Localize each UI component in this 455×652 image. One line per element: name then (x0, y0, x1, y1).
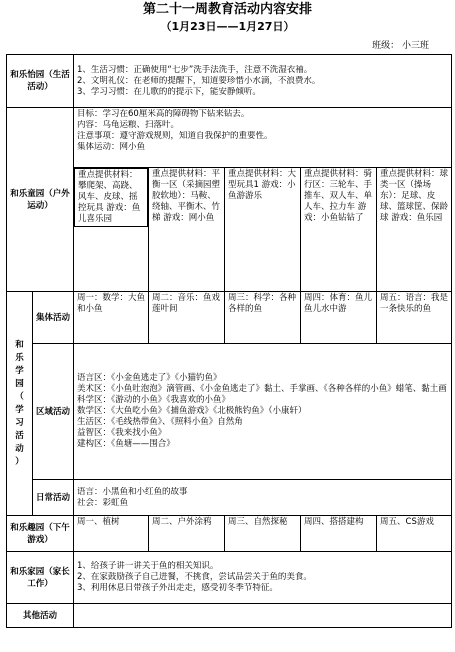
class-name: 小三班 (401, 41, 429, 51)
afternoon-fri: 周五、CS游戏 (377, 516, 452, 552)
outdoor-group-5: 重点提供材料：球类一区（操场东）：足球、皮球、篮球筐、保龄球 游戏：鱼乐园 (377, 168, 452, 292)
afternoon-thu: 周四、搭搭建构 (301, 516, 377, 552)
daily-line: 语言：小黑鱼和小红鱼的故事 (77, 486, 188, 497)
outdoor-label: 和乐童园（户外运动） (7, 108, 74, 292)
daily-label: 日常活动 (33, 480, 74, 516)
area-line: 生活区：《毛线热带鱼》、《照料小鱼》自然角 (77, 417, 243, 427)
areas-row (7, 344, 452, 480)
collective-mon: 周一：数学：大鱼和小鱼 (74, 292, 149, 344)
outdoor-goal-row (7, 108, 452, 168)
outdoor-goal-line: 目标：学习在60厘米高的障碍物下钻来钻去。 (77, 109, 250, 119)
afternoon-wed: 周三、自然探秘 (225, 516, 301, 552)
area-line: 益智区：《我来找小鱼》 (77, 428, 167, 438)
class-label: 班级： (372, 41, 400, 51)
other-label: 其他活动 (7, 604, 74, 628)
family-content (74, 552, 452, 604)
area-line: 科学区：《游动的小鱼》《我喜欢的小鱼》 (77, 395, 231, 405)
class-info (372, 40, 429, 52)
afternoon-mon: 周一、植树 (74, 516, 149, 552)
collective-tue: 周二：音乐：鱼戏莲叶间 (149, 292, 225, 344)
afternoon-row (7, 516, 452, 552)
family-line: 1、给孩子讲一讲关于鱼的相关知识。 (77, 561, 219, 571)
life-row (7, 55, 452, 108)
collective-thu: 周四：体育：鱼儿鱼儿水中游 (301, 292, 377, 344)
daily-content (74, 480, 452, 516)
outdoor-goal-line: 集体运动：网小鱼 (77, 142, 146, 152)
collective-fri: 周五：语言：我是一条快乐的鱼 (377, 292, 452, 344)
collective-label: 集体活动 (33, 292, 74, 344)
learning-label: 和 乐 学 园 （ 学 习 活 动 ） (7, 292, 33, 516)
outdoor-groups-row (7, 168, 452, 292)
family-row (7, 552, 452, 604)
afternoon-label: 和乐趣园（下午游戏） (7, 516, 74, 552)
other-row (7, 604, 452, 628)
areas-label: 区域活动 (33, 344, 74, 480)
life-line: 2、文明礼仪：在老师的提醒下，知道要珍惜小水滴，不浪费水。 (77, 75, 321, 86)
afternoon-tue: 周二、户外涂鸦 (149, 516, 225, 552)
page-title: 第二十一周教育活动内容安排 (142, 2, 312, 17)
family-line: 3、利用休息日带孩子外出走走，感受初冬季节特征。 (77, 583, 278, 593)
life-line: 3、学习习惯：在儿歌的的提示下，能安静倾听。 (77, 86, 261, 97)
life-label: 和乐怡园（生活活动） (7, 55, 74, 108)
daily-line: 社会：彩虹鱼 (77, 497, 129, 508)
family-line: 2、在家鼓励孩子自己进餐，不挑食，尝试品尝关于鱼的美食。 (77, 572, 312, 582)
area-line: 建构区：《鱼塘——围合》 (77, 439, 175, 449)
outdoor-goals (74, 108, 452, 168)
outdoor-goal-line: 注意事项：遵守游戏规则，知道自我保护的重要性。 (77, 131, 273, 141)
area-line: 语言区：《小金鱼逃走了》《小猫钓鱼》 (77, 373, 222, 383)
area-line: 数学区：《大鱼吃小鱼》《捕鱼游戏》《北极熊钓鱼》（小康轩） (77, 406, 307, 416)
areas-content (74, 344, 452, 480)
life-content (74, 55, 452, 108)
schedule-table (6, 54, 452, 628)
outdoor-goal-line: 内容：乌龟运粮、扫落叶。 (77, 120, 180, 130)
collective-row (7, 292, 452, 344)
collective-wed: 周三：科学：各种各样的鱼 (225, 292, 301, 344)
date-range: （1月23日——1月27日） (160, 20, 295, 33)
life-line: 1、生活习惯：正确使用“七步”洗手法洗手，注意不洗湿衣袖。 (77, 64, 313, 75)
family-label: 和乐家园（家长工作） (7, 552, 74, 604)
other-content (74, 604, 452, 628)
outdoor-group-4: 重点提供材料：骑行区：三轮车、手推车、双人车、单人车、拉力车 游戏：小鱼钻钻了 (301, 168, 377, 292)
outdoor-group-3: 重点提供材料：大型玩具1 游戏：小鱼游游乐 (225, 168, 301, 292)
outdoor-group-1: 重点提供材料：攀爬架、高跷、风车、皮球、摇控玩具 游戏：鱼儿喜乐园 (74, 168, 148, 227)
daily-row (7, 480, 452, 516)
outdoor-group-2: 重点提供材料：平衡一区（采摘园塑胶软地）：马鞍、绕轴、平衡木、竹梯 游戏：网小鱼 (149, 168, 225, 292)
area-line: 美术区：《小鱼吐泡泡》滴管画、《小金鱼逃走了》黏土、手掌画、《各种各样的小鱼》蜡笔、黏土画 (77, 384, 447, 394)
